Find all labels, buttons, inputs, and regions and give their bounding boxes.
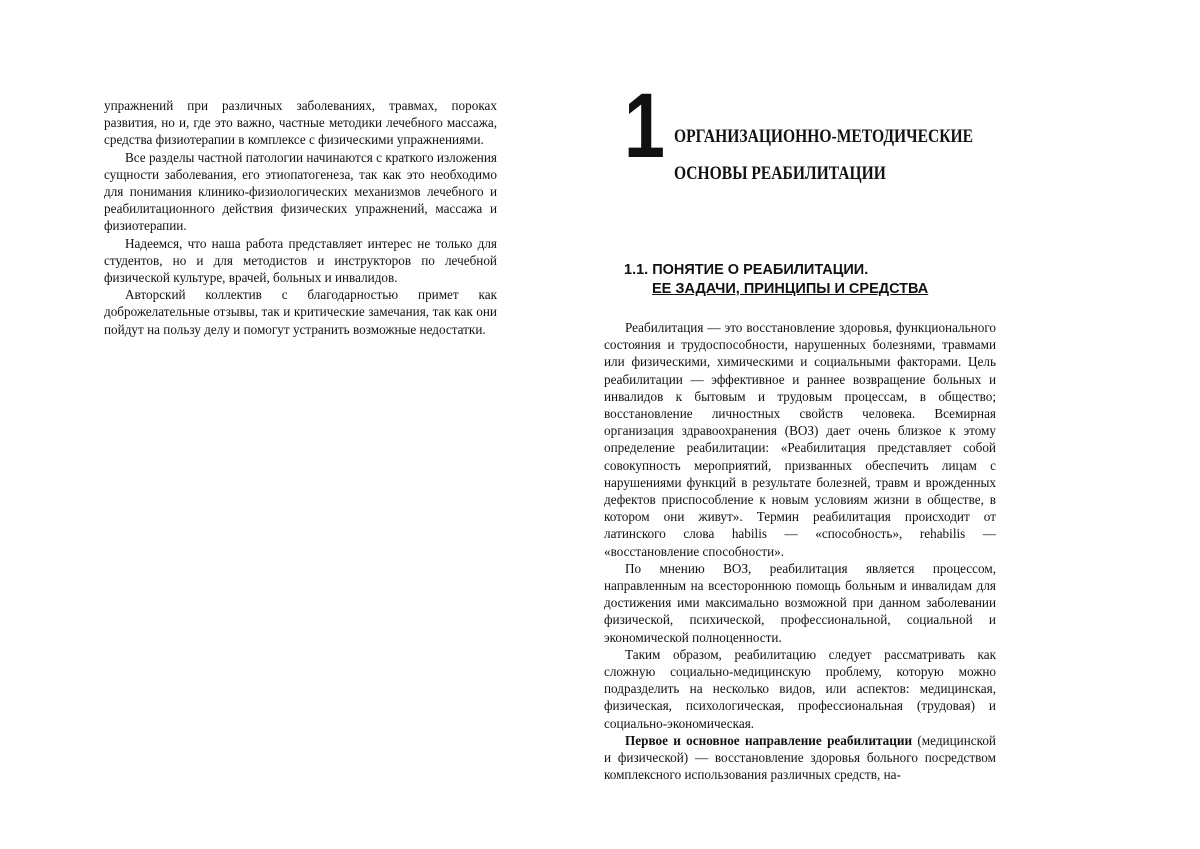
bold-lead-phrase: Первое и основное направление реабилитации: [625, 733, 912, 748]
section-heading-line-1: 1.1. ПОНЯТИЕ О РЕАБИЛИТАЦИИ.: [624, 261, 996, 280]
left-page: [104, 97, 497, 338]
right-paragraph-1: Реабилитация — это восстановление здоровья, функционального состояния и трудоспособности, нарушенных болезнями, травмами или физическими, химическими и социальными факторами. Цель реабилитации — эффективное и раннее возвращение больных и инвалидов к бытовым и трудовым процессам, в общество; восстановление личностных свойств человека. Всемирная организация здравоохранения (ВОЗ) дает очень близкое к этому определение реабилитации: «Реабилитация представляет собой совокупность мероприятий, призванных обеспечить лицам с нарушениями функций в результате болезней, травм и врожденных дефектов приспособление к новым условиям жизни в обществе, в котором они живут». Термин реабилитация происходит от латинского слова habilis — «способность», rehabilis — «восстановление способности».: [604, 319, 996, 560]
right-page: [604, 100, 996, 783]
left-paragraph-3: Надеемся, что наша работа представляет интерес не только для студентов, но и для методистов и инструкторов по лечебной физической культуре, врачей, больных и инвалидов.: [104, 235, 497, 287]
section-heading: [624, 261, 996, 299]
chapter-header: [604, 100, 996, 200]
section-heading-line-2: ЕЕ ЗАДАЧИ, ПРИНЦИПЫ И СРЕДСТВА: [624, 280, 996, 299]
left-paragraph-1: упражнений при различных заболеваниях, травмах, пороках развития, но и, где это важно, частные методики лечебного массажа, средства физиотерапии в комплексе с физическими упражнениями.: [104, 97, 497, 149]
chapter-number: 1: [624, 80, 663, 172]
right-body-text: [604, 319, 996, 783]
left-paragraph-4: Авторский коллектив с благодарностью примет как доброжелательные отзывы, так и критические замечания, так как они пойдут на пользу делу и помогут устранить возможные недостатки.: [104, 286, 497, 338]
right-paragraph-4: [604, 732, 996, 784]
right-paragraph-2: По мнению ВОЗ, реабилитация является процессом, направленным на всестороннюю помощь больным и инвалидам для достижения ими максимально возможной при данном заболевании физической, психической, профессиональной, социальной и экономической полноценности.: [604, 560, 996, 646]
left-paragraph-2: Все разделы частной патологии начинаются с краткого изложения сущности заболевания, его этиопатогенеза, так как это необходимо для понимания клинико-физиологических механизмов лечебного и реабилитационного действия физических упражнений, массажа и физиотерапии.: [104, 149, 497, 235]
paragraph-continuation: (медицинской и физической) — восстановление здоровья больного посредством комплексного использования различных средств, на-: [604, 733, 996, 782]
chapter-title: [674, 118, 945, 192]
chapter-title-line-1: ОРГАНИЗАЦИОННО-МЕТОДИЧЕСКИЕ: [674, 118, 945, 155]
chapter-title-line-2: ОСНОВЫ РЕАБИЛИТАЦИИ: [674, 155, 945, 192]
right-paragraph-3: Таким образом, реабилитацию следует рассматривать как сложную социально-медицинскую проблему, которую можно подразделить на несколько видов, или аспектов: медицинская, физическая, психологическая, профессиональная (трудовая) и социально-экономическая.: [604, 646, 996, 732]
